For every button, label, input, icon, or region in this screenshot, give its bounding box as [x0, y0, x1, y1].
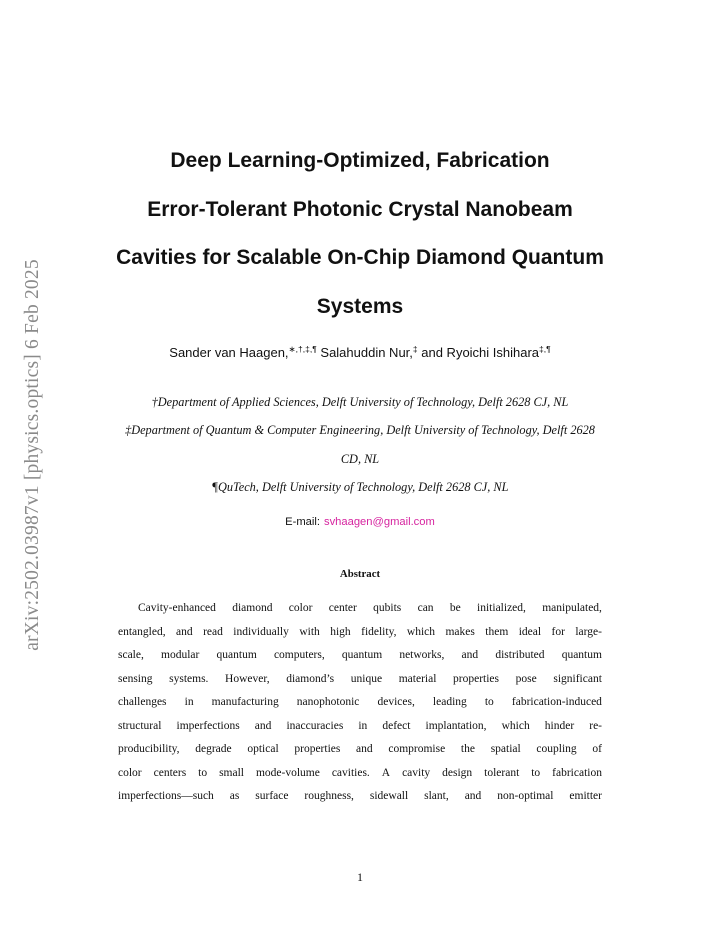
abstract-word: them [485, 625, 509, 638]
abstract-word: A [381, 766, 391, 779]
abstract-word: material [398, 672, 437, 685]
abstract-line [118, 762, 602, 786]
abstract-word: fidelity, [361, 625, 397, 638]
abstract-word: emitter [569, 790, 602, 802]
abstract-word: networks, [399, 649, 445, 661]
abstract-word: centers [153, 766, 187, 779]
abstract-word: challenges [118, 696, 167, 708]
abstract-word: properties [453, 672, 500, 685]
abstract-word: center [328, 602, 357, 614]
abstract-word: scale, [118, 649, 144, 661]
author-name: and Ryoichi Ishihara [417, 345, 540, 360]
abstract-word: inaccuracies [286, 719, 344, 732]
abstract-word: non-optimal [497, 790, 554, 802]
abstract-word: imperfections [176, 719, 240, 732]
abstract-line [118, 668, 602, 692]
abstract-word: manipulated, [542, 602, 602, 614]
affiliation-line: ‡Department of Quantum & Computer Engineering, Delft University of Technology, Delft 2628 [125, 423, 595, 438]
abstract-word: fabrication-induced [511, 696, 602, 708]
abstract-word: tolerant [484, 766, 520, 779]
abstract-word: in [358, 719, 368, 732]
email-label: E-mail: [285, 516, 320, 528]
abstract-word: entangled, [118, 625, 166, 638]
abstract-word: quantum [561, 649, 602, 661]
abstract-word: quantum [341, 649, 383, 661]
abstract-word: pose [515, 672, 537, 685]
abstract-word: producibility, [118, 743, 180, 755]
abstract-word: slant, [424, 790, 449, 802]
abstract-word: for [551, 625, 565, 638]
abstract-word: color [118, 766, 142, 779]
abstract-word: to [531, 766, 541, 779]
abstract-word: and [464, 790, 482, 802]
abstract-word: manufacturing [211, 696, 279, 708]
paper-title [70, 137, 650, 331]
abstract-word: unique [350, 672, 383, 685]
abstract-word: properties [294, 743, 341, 755]
abstract-word: and [356, 743, 373, 755]
abstract-word: diamond’s [286, 672, 335, 685]
abstract-word: computers, [273, 649, 325, 661]
abstract-line [118, 621, 602, 645]
author-name: Sander van Haagen, [169, 345, 289, 360]
abstract-heading: Abstract [339, 568, 381, 580]
abstract-word: degrade [195, 743, 232, 755]
abstract-word: devices, [377, 696, 415, 708]
abstract-word: sidewall [369, 790, 409, 802]
abstract-word: color [288, 602, 313, 614]
abstract-word: re- [589, 719, 602, 732]
affiliation-line: CD, NL [340, 451, 380, 466]
affiliation-line: †Department of Applied Sciences, Delft University of Technology, Delft 2628 CJ, NL [151, 395, 569, 409]
abstract-word: to [198, 766, 208, 779]
contact-email [80, 516, 640, 528]
abstract-word: cavity [402, 766, 431, 779]
abstract-line [118, 691, 602, 715]
abstract-word: be [449, 602, 461, 614]
abstract-word: high [330, 625, 351, 638]
abstract-word: in [184, 696, 194, 708]
title-line: Deep Learning-Optimized, Fabrication [170, 149, 550, 172]
abstract-word: large- [575, 625, 602, 638]
abstract-word: sensing [118, 672, 153, 685]
abstract-word: surface [255, 790, 289, 802]
abstract-word: to [484, 696, 494, 708]
abstract-line [118, 738, 602, 762]
abstract-line [118, 644, 602, 668]
abstract-line [118, 785, 602, 809]
abstract-word: the [460, 743, 475, 755]
abstract-word: qubits [373, 602, 402, 614]
abstract-word: and [461, 649, 479, 661]
email-link[interactable]: svhaagen@gmail.com [323, 516, 435, 528]
abstract-word: with [299, 625, 320, 638]
author-affiliation-marks: ‡,¶ [539, 344, 551, 354]
abstract-word: which [501, 719, 530, 732]
arxiv-identifier: arXiv:2502.03987v1 [physics.optics] 6 Feb 2025 [22, 259, 43, 651]
abstract-word: implantation, [425, 719, 487, 732]
abstract-word: modular [161, 649, 200, 661]
abstract-word: optical [247, 743, 279, 755]
abstract-word: as [229, 790, 240, 802]
abstract-word: mode-volume [255, 766, 320, 779]
abstract-word: roughness, [304, 790, 354, 802]
abstract-word: Cavity-enhanced [138, 602, 216, 614]
abstract-word: initialized, [477, 602, 526, 614]
affiliations [78, 388, 642, 501]
abstract-word: can [417, 602, 434, 614]
title-line: Systems [316, 294, 404, 318]
abstract-word: quantum [216, 649, 257, 661]
affiliation-line: ¶QuTech, Delft University of Technology, Delft 2628 CJ, NL [211, 479, 509, 494]
abstract-word: However, [225, 672, 270, 685]
author-affiliation-marks: ∗,†,‡,¶ [288, 344, 317, 354]
abstract-word: systems. [169, 672, 209, 685]
page-number: 1 [357, 870, 363, 884]
abstract-word: design [442, 766, 473, 779]
abstract-word: defect [382, 719, 411, 732]
abstract-word: individually [233, 625, 289, 638]
author-name: Salahuddin Nur, [316, 345, 413, 360]
abstract-word: cavities. [331, 766, 370, 779]
abstract-line [118, 597, 602, 621]
abstract-word: coupling [536, 743, 577, 755]
author-affiliation-marks: ‡ [412, 344, 418, 354]
abstract-word: nanophotonic [296, 696, 360, 708]
author-list [80, 344, 640, 360]
abstract-word: small [219, 766, 244, 779]
abstract-word: diamond [232, 602, 273, 614]
abstract-word: ideal [518, 625, 542, 638]
abstract-word: and [176, 625, 193, 638]
abstract-word: structural [118, 719, 162, 732]
abstract-word: hinder [544, 719, 575, 732]
abstract-word: imperfections—such [118, 790, 214, 802]
abstract-word: and [254, 719, 272, 732]
abstract-word: distributed [495, 649, 545, 661]
title-line: Cavities for Scalable On-Chip Diamond Quantum [116, 246, 604, 269]
abstract-word: of [592, 743, 602, 755]
abstract-word: compromise [388, 743, 446, 755]
title-line: Error-Tolerant Photonic Crystal Nanobeam [147, 197, 573, 221]
abstract-word: significant [553, 672, 602, 685]
abstract-word: which [406, 625, 435, 638]
abstract-body [118, 597, 602, 809]
abstract-word: read [203, 625, 223, 638]
abstract-word: makes [445, 625, 475, 638]
abstract-word: spatial [490, 743, 521, 755]
abstract-line [118, 715, 602, 739]
abstract-word: fabrication [552, 766, 602, 779]
abstract-word: leading [432, 696, 467, 708]
